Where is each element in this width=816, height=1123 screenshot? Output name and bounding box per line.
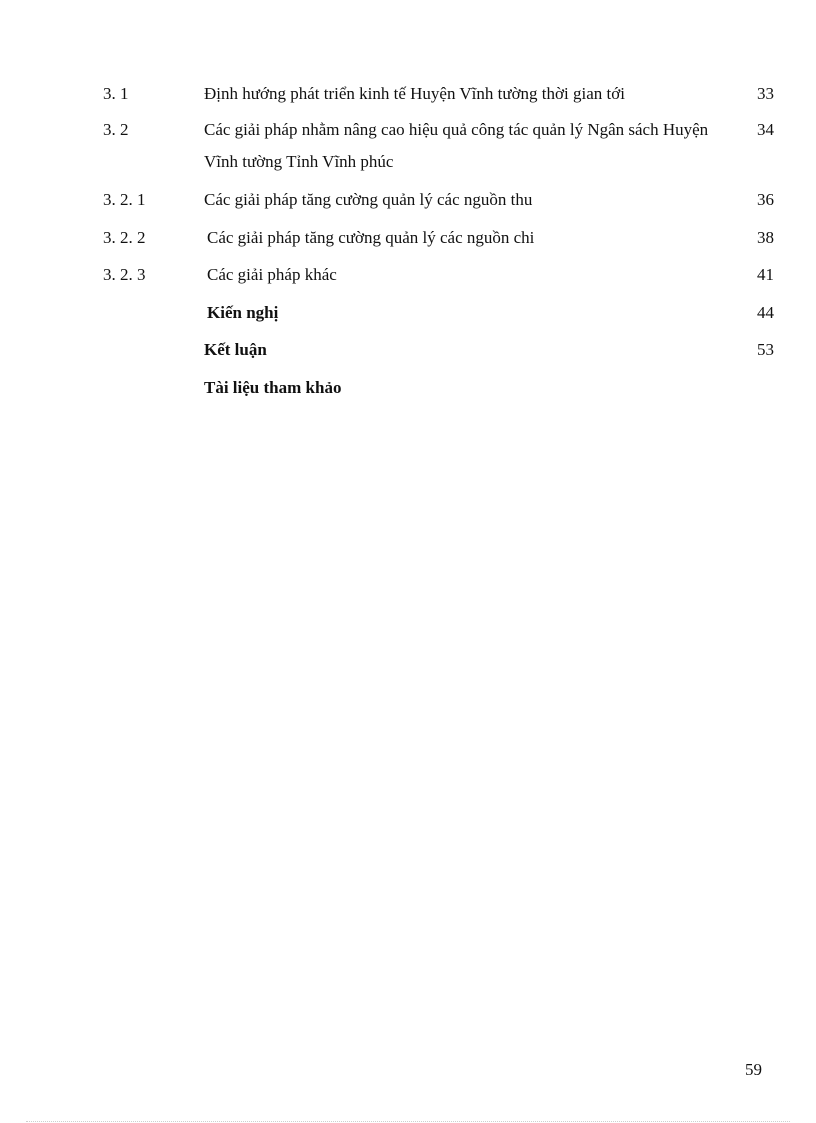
toc-entry-page: 44 xyxy=(757,303,774,322)
page-bottom-divider xyxy=(26,1121,790,1122)
toc-entry-title: Các giải pháp khác xyxy=(207,265,337,284)
toc-entry-title: Tài liệu tham khảo xyxy=(204,378,342,397)
toc-entry-number: 3. 2. 2 xyxy=(103,228,146,247)
toc-entry-number: 3. 2 xyxy=(103,120,129,139)
toc-entry-title: Kiến nghị xyxy=(207,303,279,322)
page-number: 59 xyxy=(745,1060,762,1079)
toc-entry-page: 34 xyxy=(757,120,774,139)
toc-entry-number: 3. 2. 3 xyxy=(103,265,146,284)
toc-entry-title: Kết luận xyxy=(204,340,267,359)
toc-entry-page: 53 xyxy=(757,340,774,359)
toc-entry-title: Định hướng phát triển kinh tế Huyện Vĩnh tường thời gian tới xyxy=(204,84,625,103)
toc-entry-page: 41 xyxy=(757,265,774,284)
toc-entry-number: 3. 2. 1 xyxy=(103,190,146,209)
toc-entry-number: 3. 1 xyxy=(103,84,129,103)
toc-entry-page: 36 xyxy=(757,190,774,209)
toc-entry-page: 33 xyxy=(757,84,774,103)
toc-entry-title: Các giải pháp tăng cường quản lý các nguồn thu xyxy=(204,190,533,209)
toc-entry-title: Các giải pháp tăng cường quản lý các nguồn chi xyxy=(207,228,535,247)
toc-entry-page: 38 xyxy=(757,228,774,247)
toc-entry-title: Các giải pháp nhằm nâng cao hiệu quả công tác quản lý Ngân sách Huyện Vĩnh tường Tỉnh Vĩnh phúc xyxy=(204,120,709,171)
